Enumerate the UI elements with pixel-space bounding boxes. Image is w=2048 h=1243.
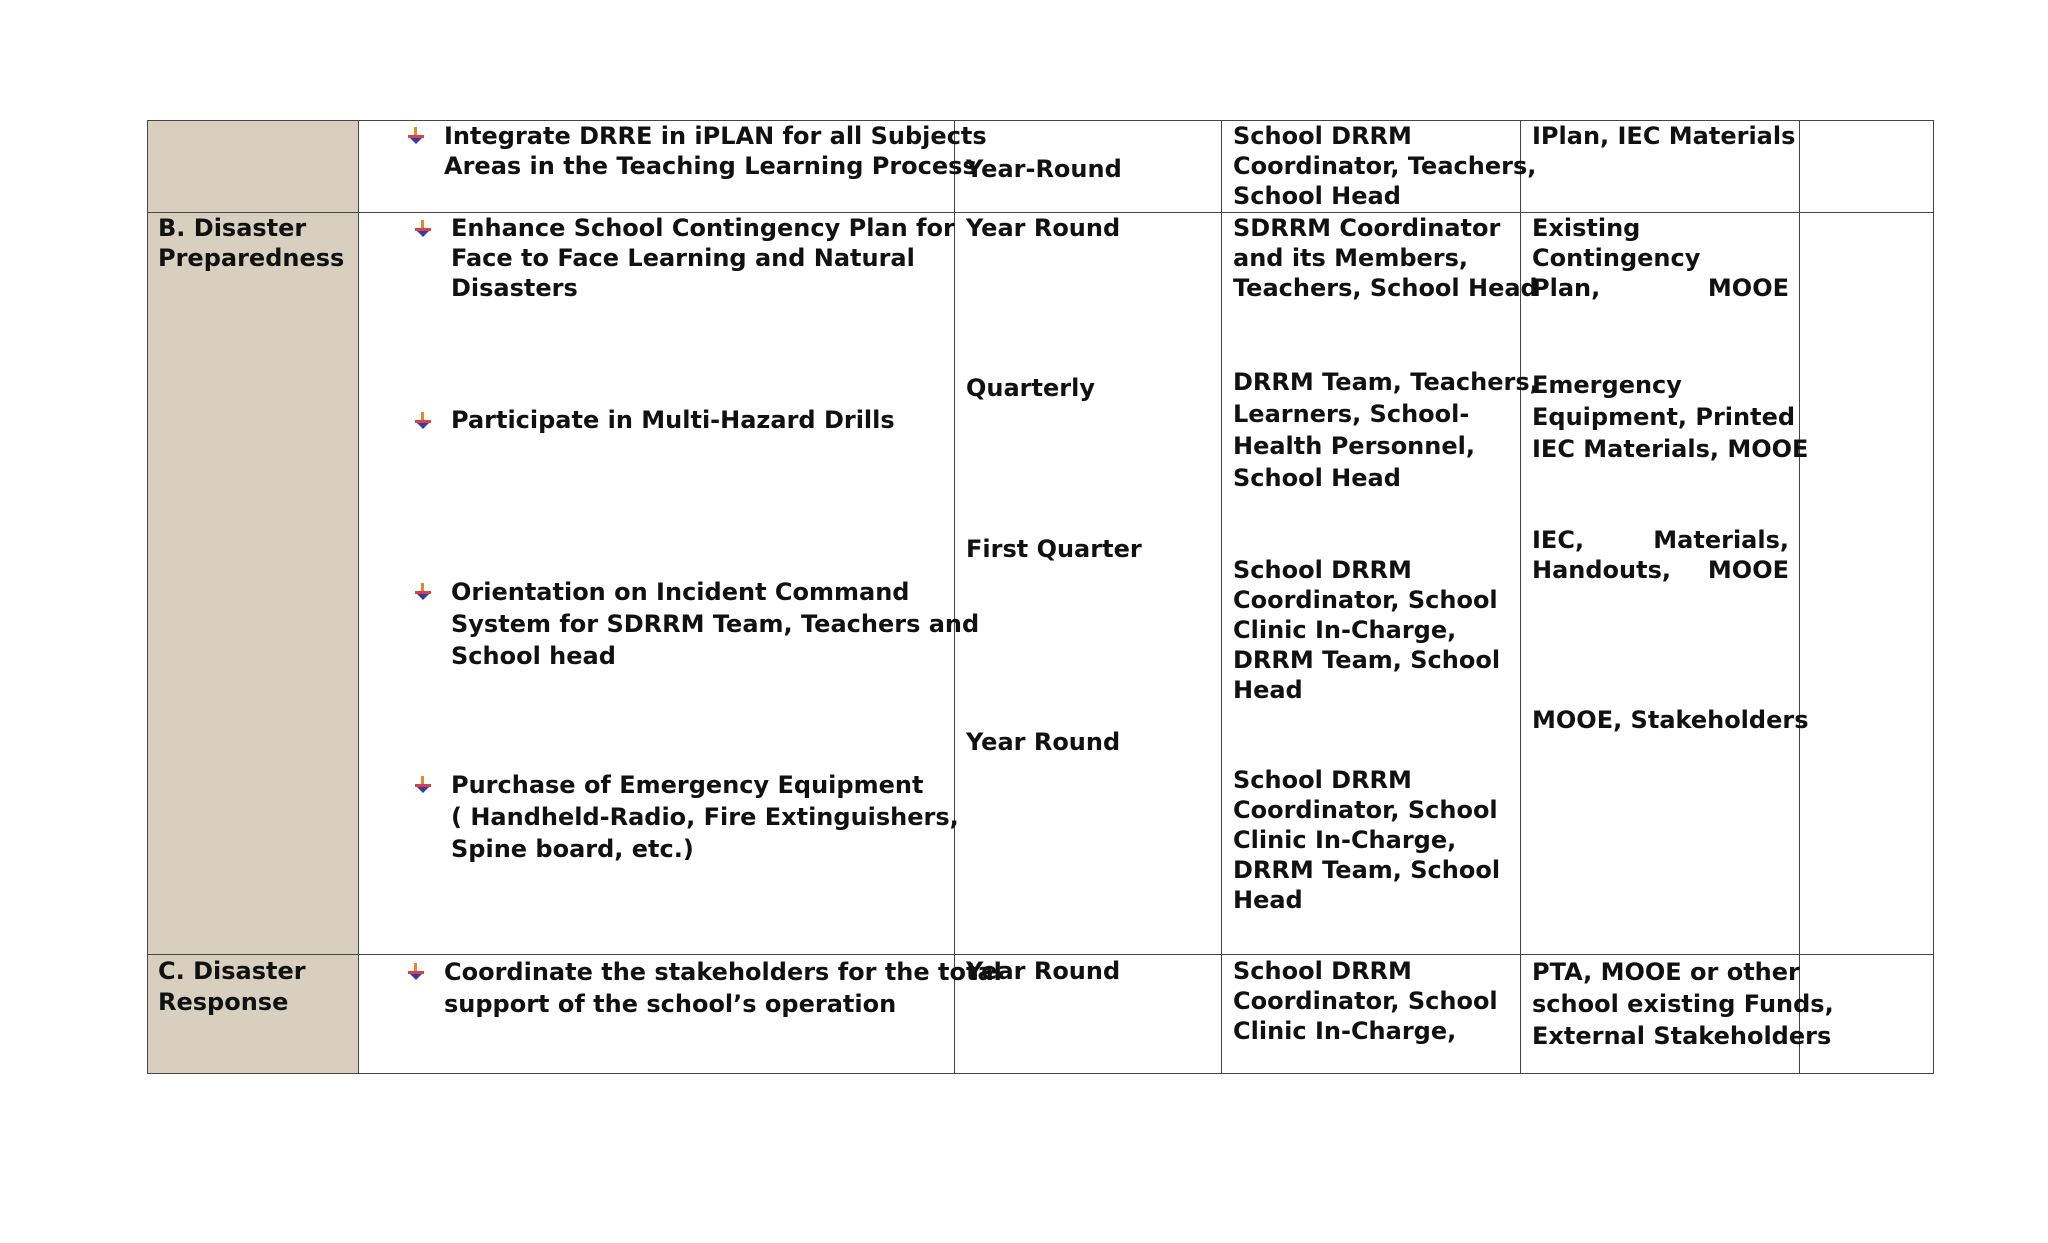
persons-involved-text: SDRRM Coordinator and its Members, Teachers, School Head [1233, 214, 1538, 302]
persons-involved-text: DRRM Team, Teachers, Learners, School- Health Personnel, School Head [1233, 368, 1539, 492]
bullet-arrow-icon [414, 775, 432, 793]
area-label: C. Disaster Response [158, 957, 306, 1016]
bullet-arrow-icon [414, 582, 432, 600]
time-frame-text: Year Round [966, 214, 1121, 242]
persons-involved-text: School DRRM Coordinator, School Clinic In-Charge, DRRM Team, School Head [1233, 766, 1501, 914]
resources-text: Emergency Equipment, Printed IEC Materials, MOOE [1532, 371, 1809, 463]
area-label: B. Disaster Preparedness [158, 214, 345, 272]
bullet-arrow-icon [407, 962, 425, 980]
row-divider [148, 954, 1933, 955]
time-frame-text: Year-Round [966, 155, 1122, 183]
persons-involved-text: School DRRM Coordinator, School Clinic In-Charge, [1233, 957, 1498, 1045]
activity-text: Orientation on Incident Command System for SDRRM Team, Teachers and School head [451, 578, 980, 670]
drrm-plan-table [147, 120, 1934, 1074]
bullet-arrow-icon [407, 126, 425, 144]
time-frame-text: Quarterly [966, 374, 1095, 402]
persons-involved-text: School DRRM Coordinator, School Clinic In-Charge, DRRM Team, School Head [1233, 556, 1501, 704]
resources-text: IEC, Materials, Handouts, MOOE [1532, 526, 1789, 584]
time-frame-text: Year Round [966, 728, 1121, 756]
activity-text: Coordinate the stakeholders for the total support of the school’s operation [444, 958, 1002, 1018]
column-divider [358, 121, 359, 1073]
time-frame-text: First Quarter [966, 535, 1142, 563]
activity-text: Integrate DRRE in iPLAN for all Subjects Areas in the Teaching Learning Process [444, 122, 987, 180]
bullet-arrow-icon [414, 411, 432, 429]
time-frame-text: Year Round [966, 957, 1121, 985]
activity-text: Purchase of Emergency Equipment ( Handheld-Radio, Fire Extinguishers, Spine board, etc.) [451, 771, 959, 863]
bullet-arrow-icon [414, 219, 432, 237]
column-divider [1221, 121, 1222, 1073]
column-divider [1799, 121, 1800, 1073]
resources-text: IPlan, IEC Materials [1532, 122, 1796, 150]
persons-involved-text: School DRRM Coordinator, Teachers, School Head [1233, 122, 1537, 210]
resources-text: PTA, MOOE or other school existing Funds, External Stakeholders [1532, 958, 1834, 1050]
resources-text: Existing Contingency Plan, MOOE [1532, 214, 1789, 302]
resources-text: MOOE, Stakeholders [1532, 706, 1809, 734]
activity-text: Enhance School Contingency Plan for Face to Face Learning and Natural Disasters [451, 214, 955, 302]
activity-text: Participate in Multi-Hazard Drills [451, 406, 895, 434]
